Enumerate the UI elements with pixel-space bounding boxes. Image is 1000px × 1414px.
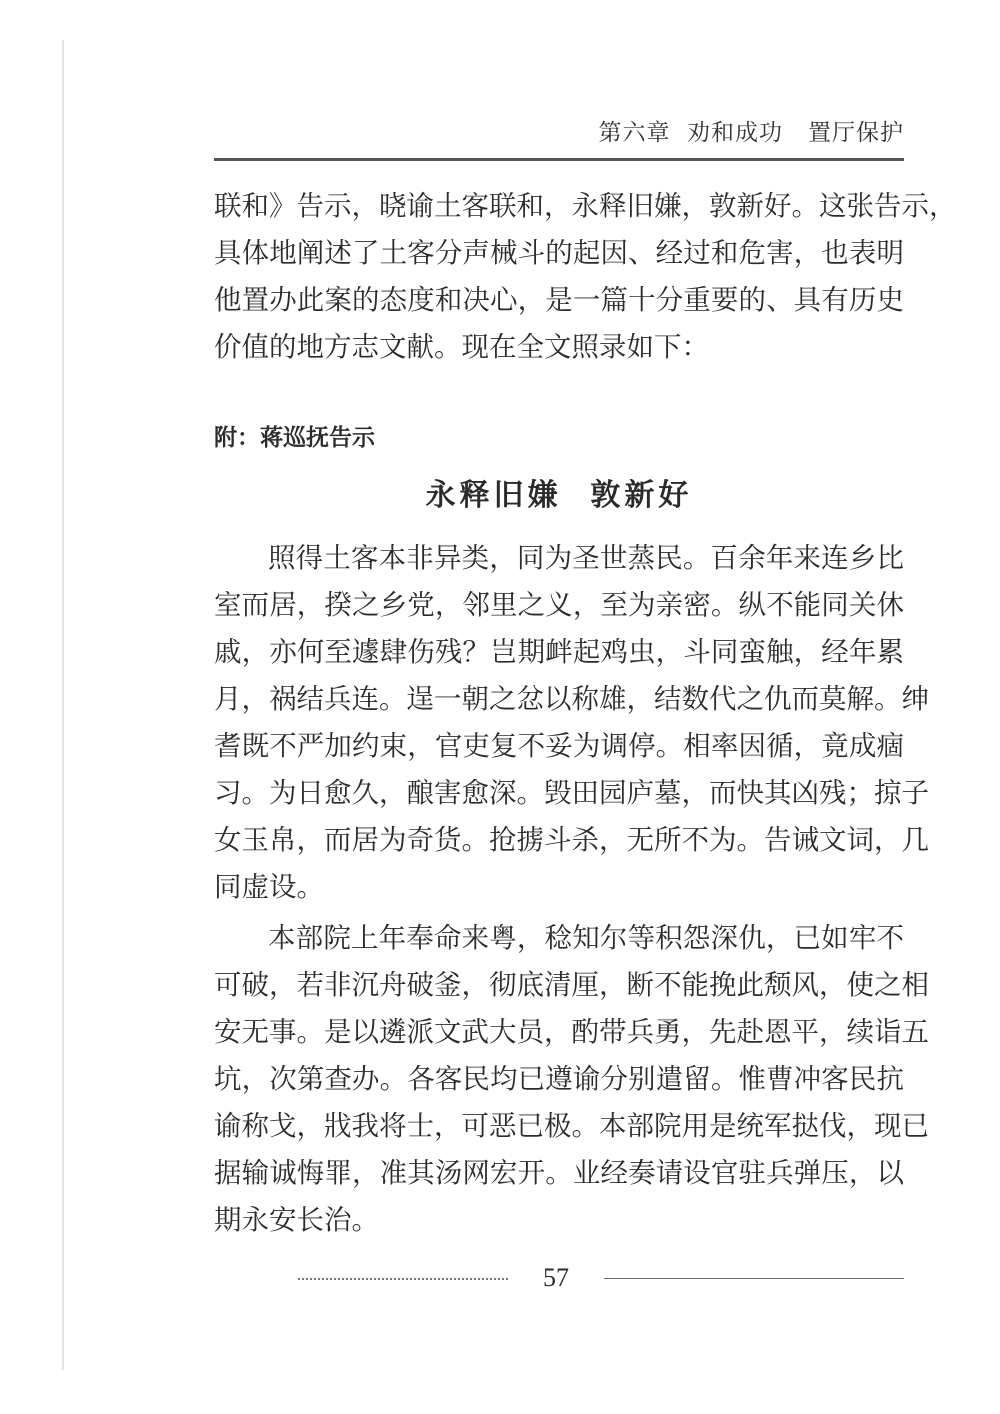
footer-rule-left [298, 1278, 508, 1280]
paragraph-one-line-2: 室而居，揆之乡党，邻里之义，至为亲密。纵不能同关休 [214, 589, 904, 621]
intro-line-2: 具体地阐述了土客分声械斗的起因、经过和危害，也表明 [214, 237, 904, 269]
footer-rule-right [604, 1278, 904, 1279]
intro-line-4: 价值的地方志文献。现在全文照录如下： [214, 331, 709, 363]
paragraph-one-line-7: 女玉帛，而居为奇货。抢掳斗杀，无所不为。告诫文词，几 [214, 824, 929, 856]
page-footer [290, 1262, 910, 1298]
chapter-title: 第六章 劝和成功 置厅保护 [598, 120, 904, 146]
paragraph-two-line-3: 安无事。是以遴派文武大员，酌带兵勇，先赴恩平，续诣五 [214, 1016, 929, 1048]
paragraph-one-line-3: 戚，亦何至遽肆伤残？岂期衅起鸡虫，斗同蛮触，经年累 [214, 636, 904, 668]
paragraph-two-line-1: 本部院上年奉命来粤，稔知尔等积怨深仇，已如牢不 [268, 922, 904, 954]
appendix-label: 附：蒋巡抚告示 [214, 425, 375, 451]
paragraph-two-line-5: 谕称戈，戕我将士，可恶已极。本部院用是统军挞伐，现已 [214, 1110, 929, 1142]
paragraph-one-line-6: 习。为日愈久，酿害愈深。毁田园庐墓，而快其凶残；掠子 [214, 777, 929, 809]
proclamation-title: 永释旧嫌 敦新好 [425, 478, 693, 513]
intro-line-3: 他置办此案的态度和决心，是一篇十分重要的、具有历史 [214, 284, 904, 316]
paragraph-two-line-4: 坑，次第查办。各客民均已遵谕分别遣留。惟曹冲客民抗 [214, 1063, 904, 1095]
intro-line-1: 联和》告示，晓谕土客联和，永释旧嫌，敦新好。这张告示， [214, 190, 957, 222]
paragraph-one-line-1: 照得土客本非异类，同为圣世蒸民。百余年来连乡比 [268, 542, 904, 574]
paragraph-two-line-6: 据输诚悔罪，准其汤网宏开。业经奏请设官驻兵弹压，以 [214, 1157, 904, 1189]
paragraph-one-line-5: 耆既不严加约束，官吏复不妥为调停。相率因循，竟成痼 [214, 730, 904, 762]
paragraph-one-line-8: 同虚设。 [214, 871, 324, 903]
paragraph-one-line-4: 月，祸结兵连。逞一朝之忿以称雄，结数代之仇而莫解。绅 [214, 683, 929, 715]
binding-shadow-line [62, 40, 64, 1370]
page-number: 57 [543, 1263, 569, 1292]
running-header [214, 108, 904, 161]
paragraph-two-line-7: 期永安长治。 [214, 1204, 379, 1236]
paragraph-two-line-2: 可破，若非沉舟破釜，彻底清厘，断不能挽此颓风，使之相 [214, 969, 929, 1001]
